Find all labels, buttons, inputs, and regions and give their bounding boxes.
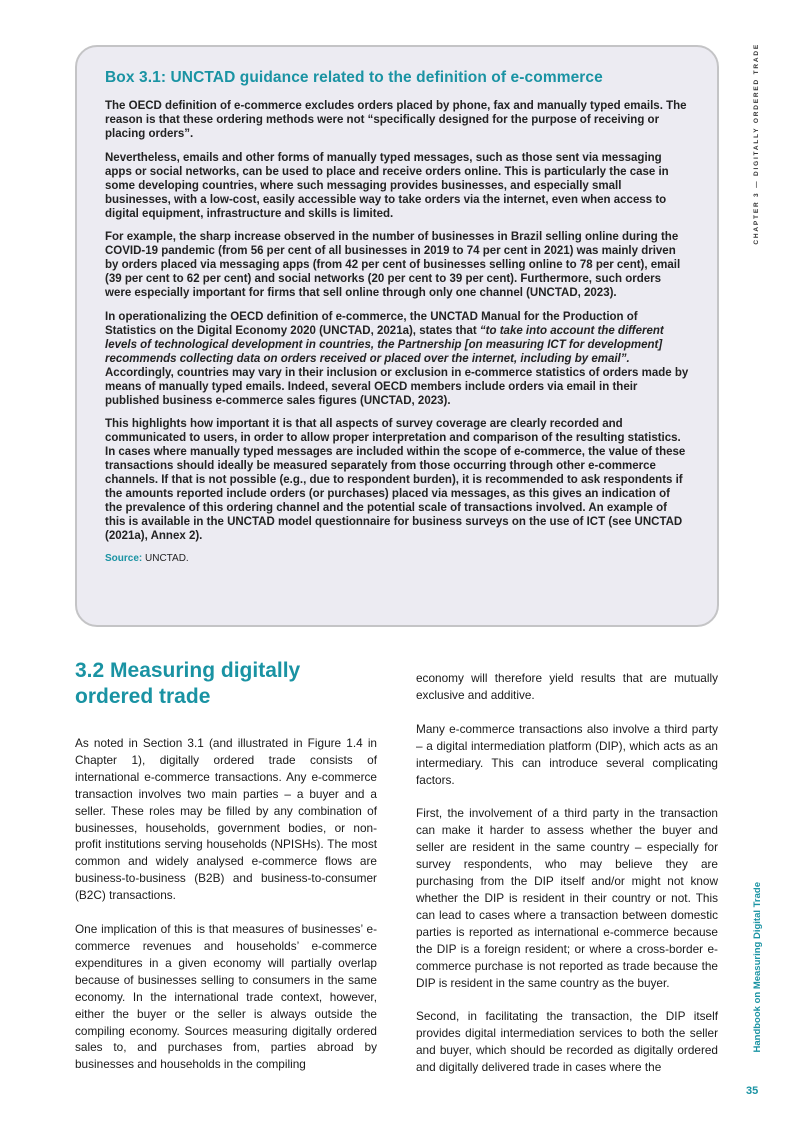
box-text: In operationalizing the OECD definition of e-commerce, the UNCTAD Manual for the Production of Statistics on the Digital Economy 2020 (UNCTAD, 2021a), states that bbox=[105, 310, 638, 337]
handbook-running-footer bbox=[750, 878, 764, 1056]
source-text: UNCTAD. bbox=[142, 552, 189, 564]
chapter-running-header bbox=[750, 43, 762, 245]
box-quote: “to take into account the different levels of technological development in countries, the Partnership [on measuring ICT for development] recommends collecting data on orders received or placed over the internet, including by email”. bbox=[105, 324, 664, 365]
box-paragraph: The OECD definition of e-commerce excludes orders placed by phone, fax and manually typed emails. The reason is that these ordering methods were not “specifically designed for the purpose of receiving or placing orders”. bbox=[105, 100, 687, 140]
box-paragraph: Nevertheless, emails and other forms of manually typed messages, such as those sent via messaging apps or social networks, can be used to place and receive orders online. This is particularly the case in some developing countries, where such messaging provides businesses, and especially small businesses, with a low-cost, easily accessible way to take orders via the internet, even when access to digital equipment, infrastructure and skills is limited. bbox=[105, 151, 669, 220]
source-label: Source: bbox=[105, 552, 143, 564]
section-title: 3.2 Measuring digitally ordered trade bbox=[75, 659, 301, 708]
info-box-3-1 bbox=[75, 45, 719, 627]
body-paragraph: Many e-commerce transactions also involve a third party – a digital intermediation platform (DIP), which acts as an intermediary. This can introduce several complicating factors. bbox=[416, 721, 718, 787]
left-column bbox=[75, 735, 377, 1090]
body-paragraph: First, the involvement of a third party in the transaction can make it harder to assess whether the buyer and seller are resident in the same country – especially for survey respondents, who may believe they are purchasing from the DIP itself and/or might not know whether the DIP is resident in their country or not. This can lead to cases where a transaction between domestic parties is reported as international e-commerce because the DIP is a foreign resident; or where a cross-border e-commerce purchase is not reported as trade because the DIP is resident in the same country as the buyer. bbox=[416, 806, 718, 990]
body-paragraph: One implication of this is that measures of businesses’ e-commerce revenues and households’ e-commerce expenditures in a given economy will partially overlap because of businesses selling to consumers in the same economy. In the international trade context, however, either the buyer or the seller is always outside the compiling economy. Sources measuring digitally ordered sales to, and purchases from, parties abroad by businesses and households in the compiling bbox=[75, 922, 377, 1072]
right-column bbox=[416, 670, 718, 1093]
box-paragraph bbox=[105, 310, 690, 408]
box-paragraph: For example, the sharp increase observed in the number of businesses in Brazil selling online during the COVID-19 pandemic (from 56 per cent of all businesses in 2019 to 74 per cent in 2021) was mainly driven by orders placed via messaging apps (from 42 per cent of businesses selling online to 78 per cent), email (39 per cent to 62 per cent) and social networks (20 per cent to 39 per cent). Furthermore, such orders were especially important for firms that sell online through only one channel (UNCTAD, 2023). bbox=[105, 231, 681, 299]
box-source bbox=[105, 553, 690, 564]
box-text: Accordingly, countries may vary in their inclusion or exclusion in e-commerce statistics of orders made by means of manually typed emails. Indeed, several OECD members include orders via email in their published business e-commerce sales figures (UNCTAD, 2023). bbox=[105, 366, 689, 407]
box-paragraph: This highlights how important it is that all aspects of survey coverage are clearly recorded and communicated to users, in order to allow proper interpretation and comparison of the resulting statistics. In cases where manually typed messages are included within the scope of e-commerce, the value of these transactions should ideally be measured separately from those occurring through other e-commerce channels. If that is not possible (e.g., due to respondent burden), it is recommended to ask respondents if the amounts reported include orders (or purchases) placed via messages, as this gives an indication of the prevalence of this ordering channel and the potential scale of transactions involved. An example of this is available in the UNCTAD model questionnaire for business surveys on the use of ICT (see UNCTAD (2021a), Annex 2). bbox=[105, 418, 686, 542]
body-paragraph: Second, in facilitating the transaction, the DIP itself provides digital intermediation services to both the seller and buyer, which should be recorded as digitally ordered and digitally delivered trade in cases where the bbox=[416, 1009, 718, 1075]
body-paragraph: As noted in Section 3.1 (and illustrated in Figure 1.4 in Chapter 1), digitally ordered trade consists of international e-commerce transactions. Any e-commerce transaction involves two main parties – a buyer and a seller. These roles may be filled by any combination of businesses, households, government bodies, or non-profit institutions serving households (NPISHs). The most common and widely analysed e-commerce flows are business-to-business (B2B) and business-to-consumer (B2C) transactions. bbox=[75, 736, 377, 903]
box-title: Box 3.1: UNCTAD guidance related to the definition of e-commerce bbox=[105, 69, 603, 86]
chapter-label: CHAPTER 3 — DIGITALLY ORDERED TRADE bbox=[752, 43, 760, 245]
handbook-label: Handbook on Measuring Digital Trade bbox=[751, 881, 763, 1053]
page-number: 35 bbox=[746, 1085, 759, 1097]
body-paragraph: economy will therefore yield results that are mutually exclusive and additive. bbox=[416, 671, 718, 702]
